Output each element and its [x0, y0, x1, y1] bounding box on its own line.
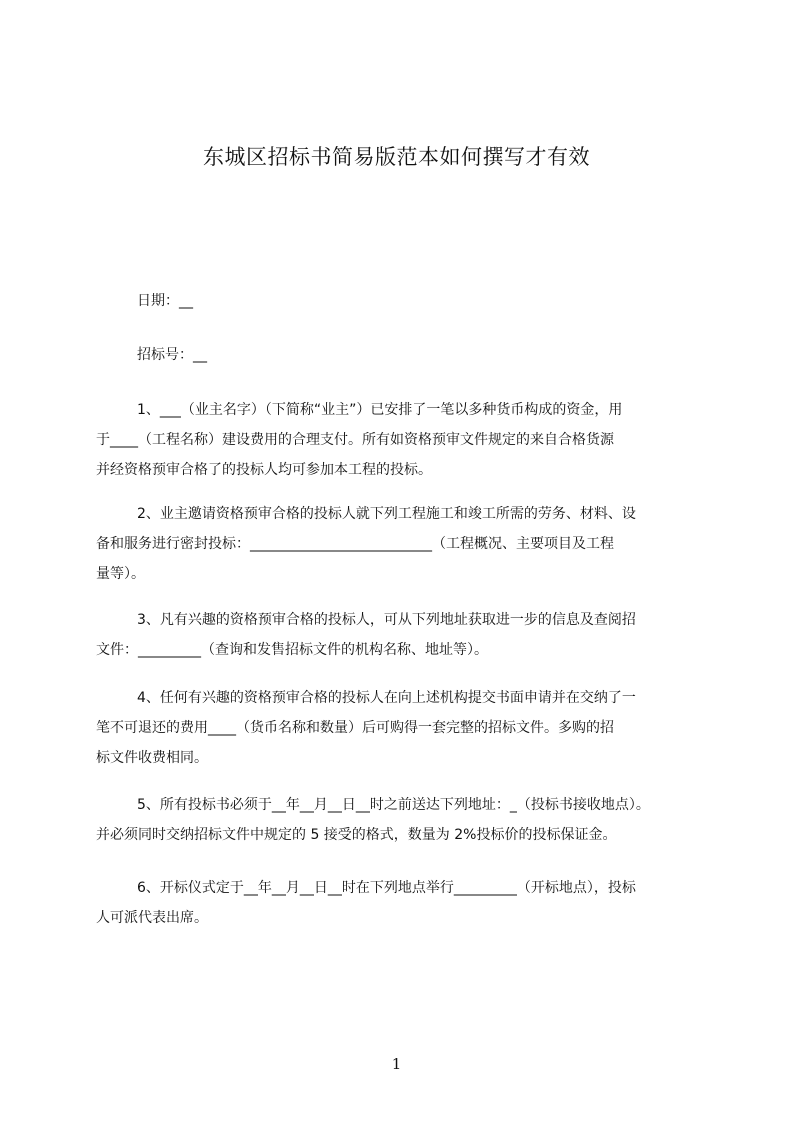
- paragraph-line: 5、所有投标书必须于__年__月__日__时之前送达下列地址：_（投标书接收地点）。: [137, 797, 650, 813]
- paragraph-line: 6、开标仪式定于__年__月__日__时在下列地点举行_________（开标地点），投标: [137, 880, 636, 896]
- page-number: 1: [391, 1055, 402, 1073]
- paragraph-3: [96, 605, 716, 665]
- paragraph-5: [96, 790, 716, 850]
- paragraph-2: [96, 499, 716, 589]
- paragraph-line: 备和服务进行密封投标：__________________________（工程概况、主要项目及工程: [96, 536, 614, 552]
- paragraph-line: 文件：_________（查询和发售招标文件的机构名称、地址等）。: [96, 642, 488, 658]
- paragraph-line: 2、业主邀请资格预审合格的投标人就下列工程施工和竣工所需的劳务、材料、设: [137, 506, 636, 522]
- paragraph-line: 并经资格预审合格了的投标人均可参加本工程的投标。: [96, 462, 432, 478]
- paragraph-line: 并必须同时交纳招标文件中规定的 5 接受的格式，数量为 2%投标价的投标保证金。: [96, 827, 617, 843]
- paragraph-line: 3、凡有兴趣的资格预审合格的投标人，可从下列地址获取进一步的信息及查阅招: [137, 612, 636, 628]
- paragraph-line: 1、___（业主名字）（下简称“业主”）已安排了一笔以多种货币构成的资金，用: [137, 402, 623, 418]
- document-title: 东城区招标书简易版范本如何撰写才有效: [203, 145, 590, 169]
- bid-number-field: 招标号：__: [137, 347, 207, 363]
- paragraph-line: 标文件收费相同。: [96, 750, 208, 766]
- paragraph-line: 4、任何有兴趣的资格预审合格的投标人在向上述机构提交书面申请并在交纳了一: [137, 690, 636, 706]
- paragraph-4: [96, 683, 716, 773]
- paragraph-1: [96, 395, 716, 485]
- paragraph-line: 量等）。: [96, 566, 145, 582]
- paragraph-6: [96, 873, 716, 933]
- paragraph-line: 于____（工程名称）建设费用的合理支付。所有如资格预审文件规定的来自合格货源: [96, 432, 614, 448]
- paragraph-line: 人可派代表出席。: [96, 910, 208, 926]
- date-field: 日期：__: [137, 293, 193, 309]
- paragraph-line: 笔不可退还的费用____（货币名称和数量）后可购得一套完整的招标文件。多购的招: [96, 720, 614, 736]
